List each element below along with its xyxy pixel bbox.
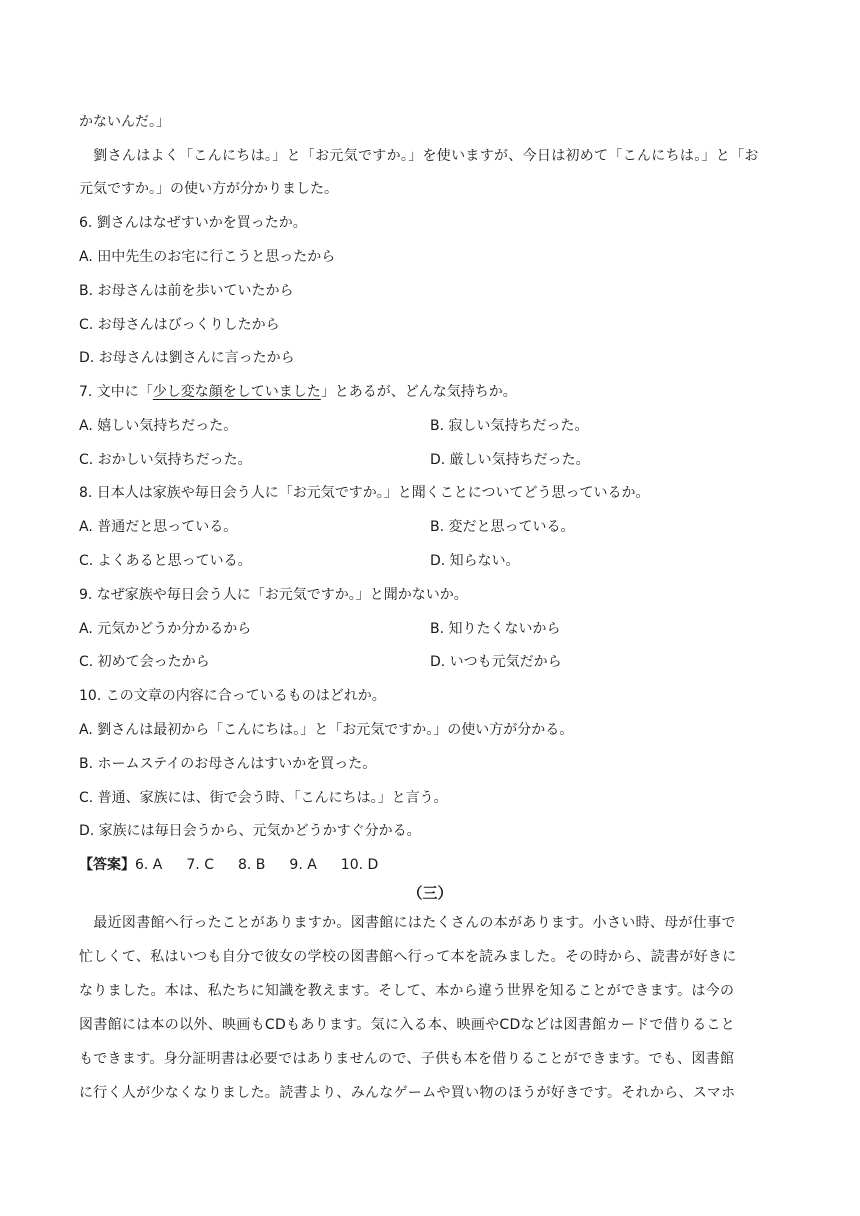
- question-10-option-b: B. ホームステイのお母さんはすいかを買った。: [79, 756, 377, 772]
- question-7-option-c: C. おかしい気持ちだった。: [79, 452, 252, 468]
- passage-line: 元気ですか。」の使い方が分かりました。: [79, 181, 338, 197]
- question-8-option-a: A. 普通だと思っている。: [79, 519, 238, 535]
- question-6-option-c: C. お母さんはびっくりしたから: [79, 317, 280, 333]
- question-8-option-b: B. 変だと思っている。: [430, 519, 575, 535]
- question-7-underlined-quote: 少し変な顔をしていました: [152, 384, 321, 400]
- answer-key: [79, 855, 783, 875]
- reading-passage-line: なりました。本は、私たちに知識を教えます。そして、本から違う世界を知ることができます。は今の: [79, 983, 735, 999]
- question-8-stem: 8. 日本人は家族や毎日会う人に「お元気ですか。」と聞くことについてどう思っているか。: [79, 485, 650, 501]
- question-7-stem-suffix: 」とあるが、どんな気持ちか。: [320, 384, 517, 400]
- question-7-option-b: B. 寂しい気持ちだった。: [430, 418, 589, 434]
- question-9-option-d: D. いつも元気だから: [430, 654, 562, 670]
- question-9-stem: 9. なぜ家族や毎日会う人に「お元気ですか。」と聞かないか。: [79, 587, 468, 603]
- answer-item: 8. B: [237, 857, 266, 873]
- question-7-stem-prefix: 7. 文中に「: [79, 384, 153, 400]
- passage-line: かないんだ。」: [79, 114, 170, 130]
- reading-passage-line: 図書館には本の以外、映画もCDもあります。気に入る本、映画やCDなどは図書館カードで借りること: [79, 1017, 736, 1033]
- reading-passage-line: に行く人が少なくなりました。読書より、みんなゲームや買い物のほうが好きです。それから、スマホ: [79, 1085, 736, 1101]
- question-6-option-b: B. お母さんは前を歩いていたから: [79, 283, 294, 299]
- reading-passage-line: 最近図書館へ行ったことがありますか。図書館にはたくさんの本があります。小さい時、母が仕事で: [79, 915, 736, 931]
- question-9-option-b: B. 知りたくないから: [430, 621, 561, 637]
- question-10-option-c: C. 普通、家族には、街で会う時、「こんにちは。」と言う。: [79, 790, 448, 806]
- question-8-option-c: C. よくあると思っている。: [79, 553, 252, 569]
- question-8-option-d: D. 知らない。: [430, 553, 520, 569]
- question-10-option-d: D. 家族には毎日会うから、元気かどうかすぐ分かる。: [79, 823, 421, 839]
- answer-item: 9. A: [289, 857, 317, 873]
- question-6-option-d: D. お母さんは劉さんに言ったから: [79, 350, 295, 366]
- question-7-option-a: A. 嬉しい気持ちだった。: [79, 418, 238, 434]
- answer-item: 10. D: [340, 857, 379, 873]
- question-6-stem: 6. 劉さんはなぜすいかを買ったか。: [79, 215, 307, 231]
- section-heading: （三）: [407, 884, 453, 902]
- answer-item: 7. C: [186, 857, 214, 873]
- question-7-stem: [79, 382, 783, 402]
- question-10-stem: 10. この文章の内容に合っているものはどれか。: [79, 688, 386, 704]
- question-9-option-a: A. 元気かどうか分かるから: [79, 621, 252, 637]
- reading-passage-line: もできます。身分証明書は必要ではありませんので、子供も本を借りることができます。でも、図書館: [79, 1051, 735, 1067]
- question-6-option-a: A. 田中先生のお宅に行こうと思ったから: [79, 249, 336, 265]
- question-7-option-d: D. 厳しい気持ちだった。: [430, 452, 590, 468]
- reading-passage-line: 忙しくて、私はいつも自分で彼女の学校の図書館へ行って本を読みました。その時から、読書が好きに: [79, 949, 737, 965]
- question-9-option-c: C. 初めて会ったから: [79, 654, 210, 670]
- answer-item: 6. A: [135, 857, 163, 873]
- passage-line: 劉さんはよく「こんにちは。」と「お元気ですか。」を使いますが、今日は初めて「こんにちは。」と「お: [79, 148, 759, 164]
- question-10-option-a: A. 劉さんは最初から「こんにちは。」と「お元気ですか。」の使い方が分かる。: [79, 722, 574, 738]
- answer-key-label: 【答案】: [79, 857, 135, 873]
